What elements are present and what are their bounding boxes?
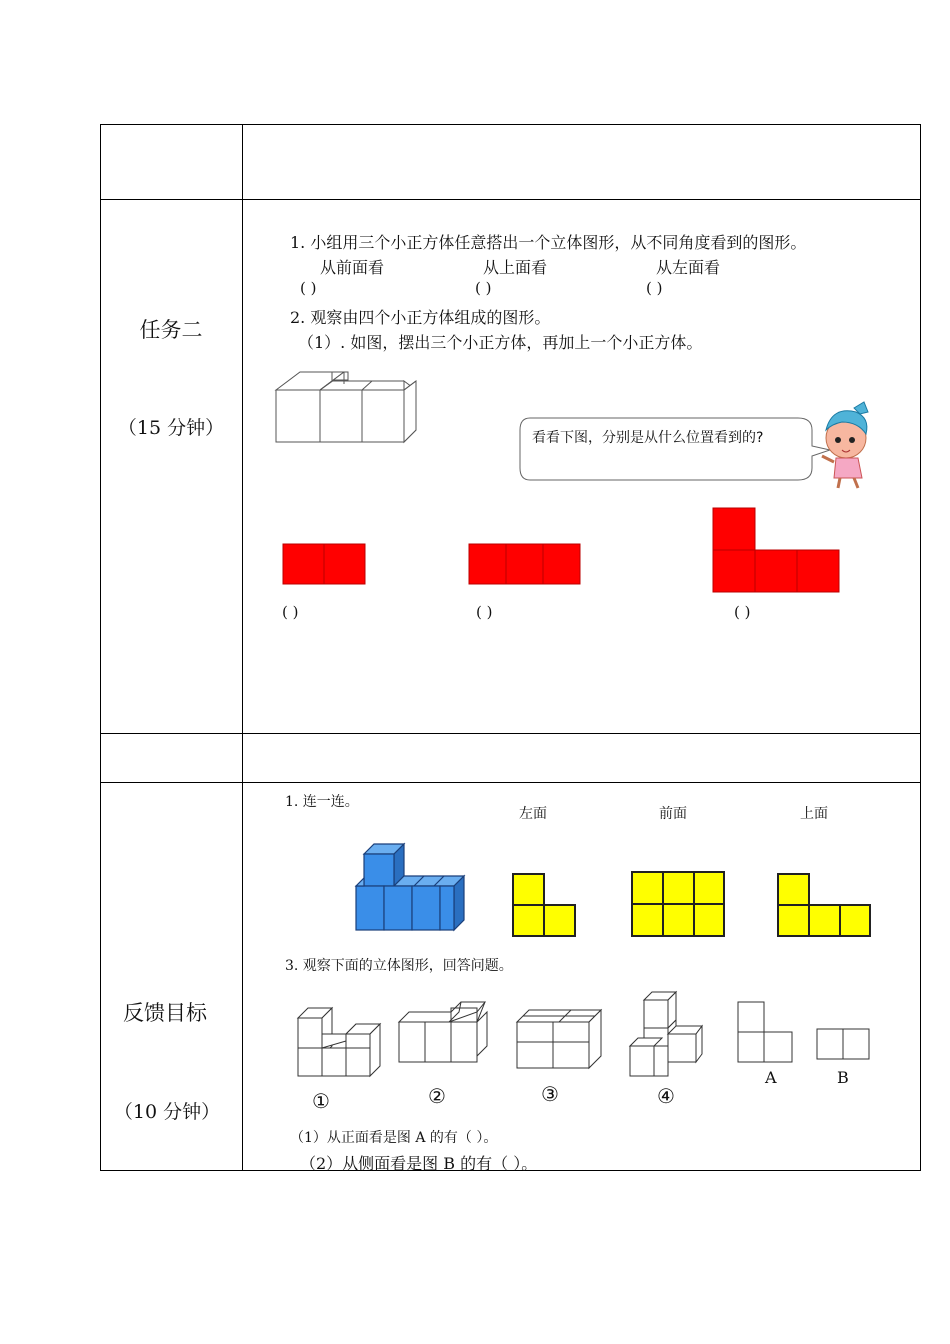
outline-shape-2: [397, 1002, 493, 1066]
outline-shape-3: [513, 1006, 605, 1072]
outline-view-b: [815, 1027, 873, 1061]
table-row-divider-1: [100, 199, 921, 200]
view-left-label: 从左面看: [656, 258, 721, 277]
answer-blank-left[interactable]: ( ): [646, 279, 663, 297]
feedback-sub-question-2: （2）从侧面看是图 B 的有（ ）。: [300, 1154, 538, 1173]
red-view-2: [468, 543, 584, 585]
table-border-top: [100, 124, 921, 125]
yellow-top-view: [776, 872, 872, 938]
shape-number-1: ①: [312, 1089, 330, 1113]
yellow-front-view: [630, 870, 726, 938]
cartoon-girl-icon: [812, 400, 882, 492]
bubble-text: 看看下图，分别是从什么位置看到的?: [532, 430, 764, 446]
shape-letter-b: B: [837, 1068, 849, 1087]
table-row-divider-2: [100, 733, 921, 734]
shape-letter-a: A: [765, 1068, 777, 1087]
task2-question-2: 2. 观察由四个小正方体组成的图形。: [290, 308, 551, 327]
label-left-face: 左面: [519, 806, 547, 822]
red-view-3: [712, 507, 842, 593]
red-answer-blank-1[interactable]: ( ): [282, 603, 299, 621]
three-cubes-figure: [272, 368, 422, 448]
feedback-question-3: 3. 观察下面的立体图形，回答问题。: [285, 958, 513, 974]
feedback-sub-question-1: （1）从正面看是图 A 的有（ ）。: [290, 1130, 498, 1146]
task2-question-1: 1. 小组用三个小正方体任意搭出一个立体图形，从不同角度看到的图形。: [290, 233, 807, 252]
task2-title: 任务二: [139, 318, 203, 342]
outline-shape-4: [626, 990, 706, 1080]
answer-blank-top[interactable]: ( ): [475, 279, 492, 297]
view-front-label: 从前面看: [320, 258, 385, 277]
feedback-time: （10 分钟）: [113, 1101, 221, 1123]
feedback-title: 反馈目标: [123, 1001, 207, 1025]
answer-blank-front[interactable]: ( ): [300, 279, 317, 297]
outline-view-a: [736, 1000, 796, 1064]
red-answer-blank-3[interactable]: ( ): [734, 603, 751, 621]
red-view-1: [282, 543, 368, 585]
table-column-divider: [242, 124, 243, 1171]
outline-shape-1: [294, 1002, 384, 1082]
shape-number-2: ②: [428, 1084, 446, 1108]
red-answer-blank-2[interactable]: ( ): [476, 603, 493, 621]
table-border-right: [920, 124, 921, 1171]
view-top-label: 从上面看: [483, 258, 548, 277]
yellow-left-view: [511, 872, 577, 938]
blue-cubes-figure: [354, 842, 464, 934]
table-row-divider-3: [100, 782, 921, 783]
task2-time: （15 分钟）: [117, 417, 225, 439]
shape-number-3: ③: [541, 1082, 559, 1106]
label-top-face: 上面: [800, 806, 828, 822]
feedback-question-1: 1. 连一连。: [285, 794, 359, 810]
task2-question-2-sub: （1）. 如图，摆出三个小正方体，再加上一个小正方体。: [298, 333, 703, 352]
shape-number-4: ④: [657, 1084, 675, 1108]
label-front-face: 前面: [659, 806, 687, 822]
